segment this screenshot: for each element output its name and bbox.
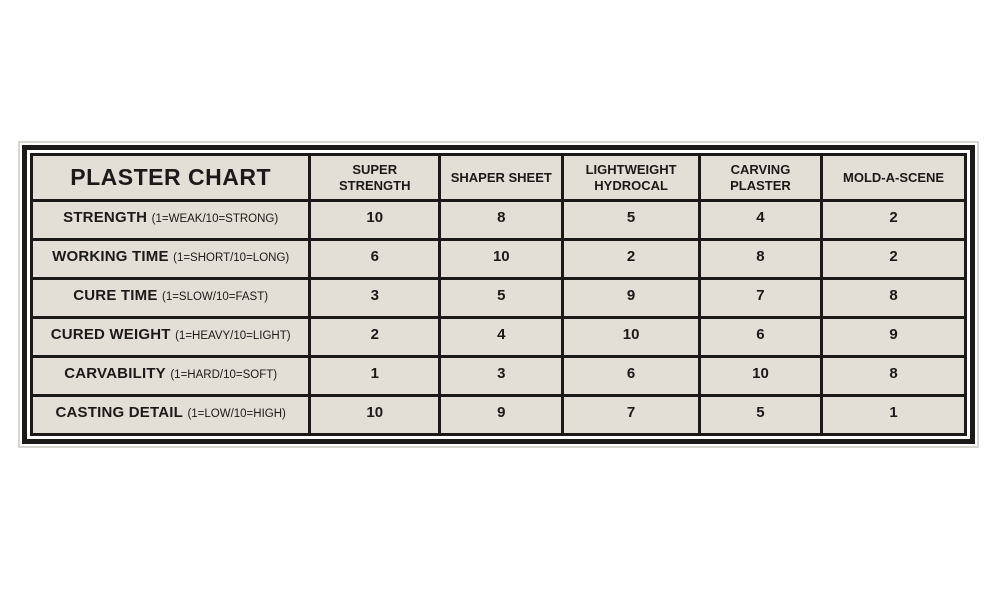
cell-value: 10 bbox=[310, 201, 440, 240]
cell-value: 10 bbox=[310, 396, 440, 435]
column-header-carving-plaster: CARVING PLASTER bbox=[699, 155, 821, 201]
table-row-strength bbox=[32, 201, 966, 240]
cell-value: 7 bbox=[699, 279, 821, 318]
row-label-scale: (1=WEAK/10=STRONG) bbox=[151, 213, 279, 225]
header-row bbox=[32, 155, 966, 201]
cell-value: 3 bbox=[440, 357, 563, 396]
column-header-super-strength: SUPER STRENGTH bbox=[310, 155, 440, 201]
cell-value: 2 bbox=[310, 318, 440, 357]
row-label-text: STRENGTH bbox=[63, 209, 148, 226]
cell-value: 6 bbox=[563, 357, 699, 396]
row-label-working-time bbox=[32, 240, 310, 279]
row-label-scale: (1=HARD/10=SOFT) bbox=[170, 369, 278, 381]
row-label-scale: (1=SHORT/10=LONG) bbox=[173, 252, 290, 264]
cell-value: 7 bbox=[563, 396, 699, 435]
cell-value: 1 bbox=[822, 396, 966, 435]
cell-value: 2 bbox=[822, 240, 966, 279]
table-row-working-time bbox=[32, 240, 966, 279]
cell-value: 4 bbox=[440, 318, 563, 357]
cell-value: 8 bbox=[822, 357, 966, 396]
table-row-cure-time bbox=[32, 279, 966, 318]
cell-value: 8 bbox=[440, 201, 563, 240]
cell-value: 4 bbox=[699, 201, 821, 240]
cell-value: 9 bbox=[440, 396, 563, 435]
plaster-comparison-table bbox=[30, 153, 967, 436]
plaster-chart-frame bbox=[22, 145, 975, 444]
row-label-strength bbox=[32, 201, 310, 240]
cell-value: 5 bbox=[699, 396, 821, 435]
cell-value: 1 bbox=[310, 357, 440, 396]
row-label-cured-weight bbox=[32, 318, 310, 357]
row-label-text: CARVABILITY bbox=[64, 365, 166, 382]
column-header-shaper-sheet: SHAPER SHEET bbox=[440, 155, 563, 201]
cell-value: 10 bbox=[563, 318, 699, 357]
cell-value: 5 bbox=[563, 201, 699, 240]
cell-value: 6 bbox=[310, 240, 440, 279]
cell-value: 5 bbox=[440, 279, 563, 318]
row-label-text: CURED WEIGHT bbox=[50, 326, 171, 343]
row-label-carvability bbox=[32, 357, 310, 396]
cell-value: 8 bbox=[699, 240, 821, 279]
cell-value: 8 bbox=[822, 279, 966, 318]
column-header-mold-a-scene: MOLD-A-SCENE bbox=[822, 155, 966, 201]
cell-value: 2 bbox=[563, 240, 699, 279]
row-label-scale: (1=SLOW/10=FAST) bbox=[161, 291, 269, 303]
row-label-casting-detail bbox=[32, 396, 310, 435]
row-label-text: CASTING DETAIL bbox=[55, 404, 183, 421]
cell-value: 2 bbox=[822, 201, 966, 240]
row-label-cure-time bbox=[32, 279, 310, 318]
row-label-scale: (1=HEAVY/10=LIGHT) bbox=[175, 330, 291, 342]
column-header-lightweight-hydrocal: LIGHTWEIGHT HYDROCAL bbox=[563, 155, 699, 201]
cell-value: 3 bbox=[310, 279, 440, 318]
row-label-scale: (1=LOW/10=HIGH) bbox=[187, 408, 286, 420]
chart-title: PLASTER CHART bbox=[32, 155, 310, 201]
table-row-casting-detail bbox=[32, 396, 966, 435]
cell-value: 9 bbox=[822, 318, 966, 357]
table-row-carvability bbox=[32, 357, 966, 396]
cell-value: 6 bbox=[699, 318, 821, 357]
table-row-cured-weight bbox=[32, 318, 966, 357]
cell-value: 10 bbox=[440, 240, 563, 279]
cell-value: 9 bbox=[563, 279, 699, 318]
cell-value: 10 bbox=[699, 357, 821, 396]
row-label-text: CURE TIME bbox=[73, 287, 158, 304]
row-label-text: WORKING TIME bbox=[52, 248, 169, 265]
